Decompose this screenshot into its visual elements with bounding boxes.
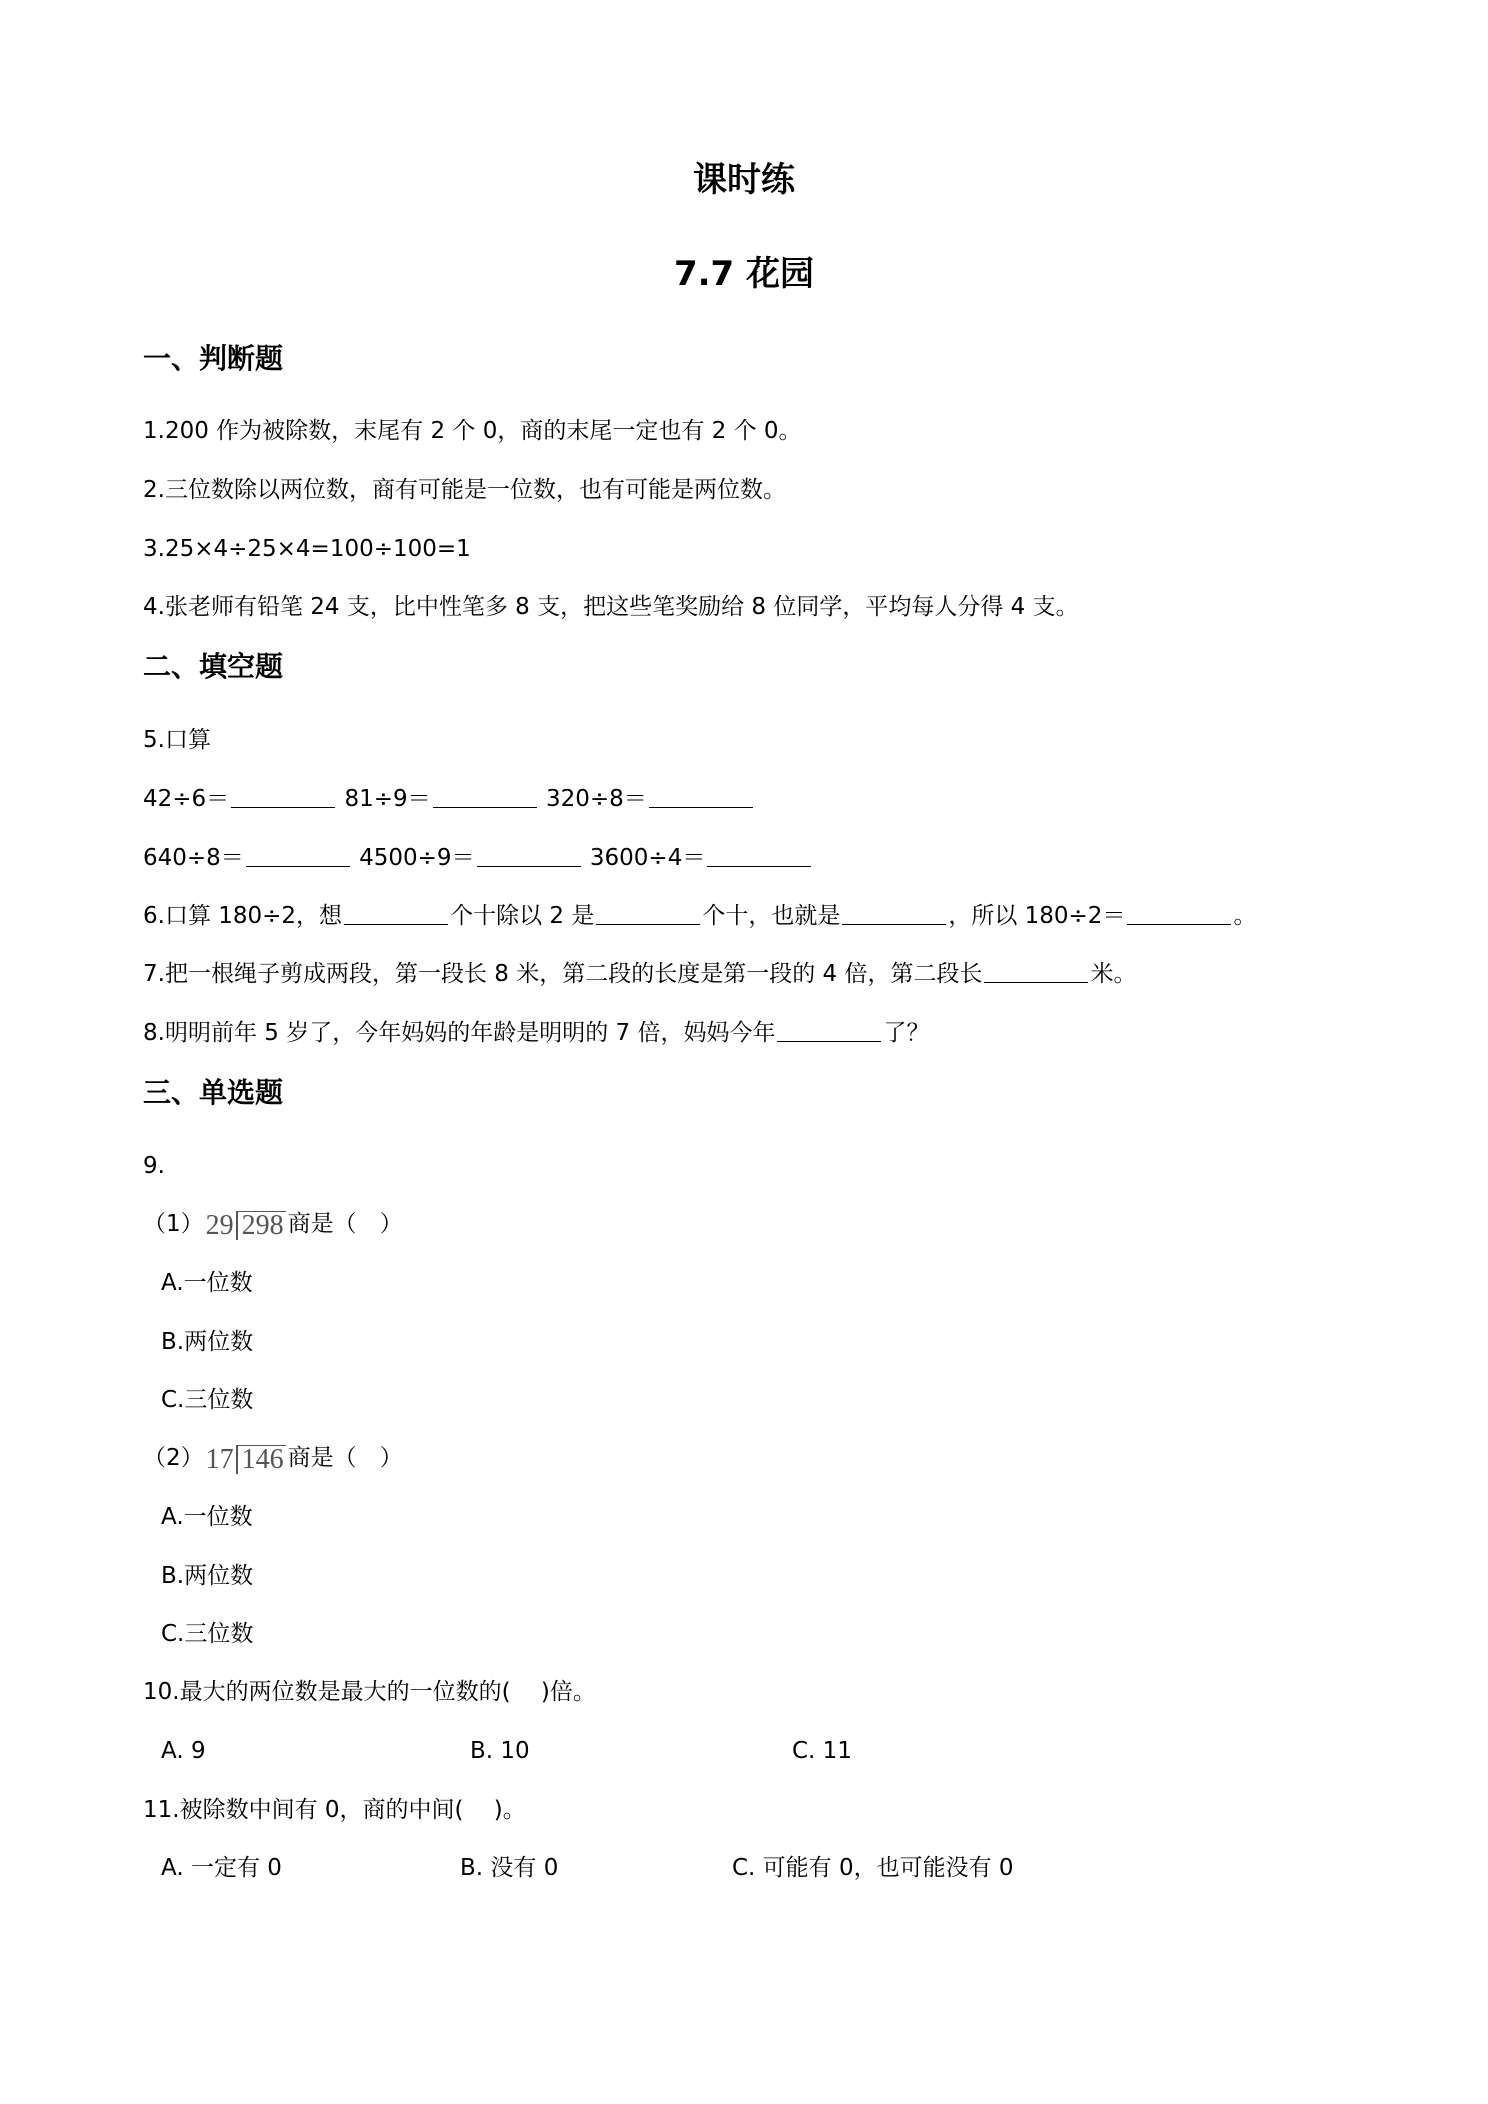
answer-blank[interactable]: [984, 960, 1088, 983]
option-a[interactable]: A. 9: [161, 1738, 206, 1764]
question-6-text: 个十除以 2 是: [450, 903, 595, 929]
dividend: 298: [236, 1211, 286, 1240]
question-5-row-1: [143, 783, 755, 815]
question-9-1: [143, 1208, 403, 1242]
question-7-text: 7.把一根绳子剪成两段，第一段长 8 米，第二段的长度是第一段的 4 倍，第二段长: [143, 961, 983, 987]
sub-question-prefix: （1）: [143, 1211, 204, 1237]
calc-item: 3600÷4＝: [589, 845, 706, 871]
answer-blank[interactable]: [1127, 902, 1231, 925]
question-8-text: 8.明明前年 5 岁了，今年妈妈的年龄是明明的 7 倍，妈妈今年: [143, 1020, 776, 1046]
question-9-label: 9.: [143, 1153, 165, 1179]
section-heading-fill: 二、填空题: [143, 650, 284, 683]
question-6-text: ，所以 180÷2＝: [948, 903, 1126, 929]
answer-blank[interactable]: [231, 785, 335, 808]
question-6-text: 。: [1233, 903, 1257, 929]
option-a[interactable]: A.一位数: [161, 1270, 253, 1296]
question-6-text: 6.口算 180÷2，想: [143, 903, 343, 929]
calc-item: 320÷8＝: [545, 786, 647, 812]
question-7: [143, 958, 1136, 990]
sub-question-suffix: 商是（ ）: [287, 1445, 403, 1471]
question-8-text: 了？: [883, 1020, 930, 1046]
calc-item: 81÷9＝: [344, 786, 431, 812]
answer-blank[interactable]: [477, 844, 581, 867]
option-c[interactable]: C. 可能有 0，也可能没有 0: [732, 1855, 1014, 1881]
page-title: 课时练: [693, 160, 795, 200]
option-b[interactable]: B.两位数: [161, 1329, 254, 1355]
question-7-text: 米。: [1090, 961, 1137, 987]
question-6: [143, 900, 1256, 932]
answer-blank[interactable]: [777, 1019, 881, 1042]
question-10: 10.最大的两位数是最大的一位数的( )倍。: [143, 1679, 596, 1705]
sub-question-prefix: （2）: [143, 1445, 204, 1471]
calc-item: 640÷8＝: [143, 845, 244, 871]
question-5-row-2: [143, 842, 813, 874]
long-division-figure: [206, 1210, 286, 1242]
option-c[interactable]: C. 11: [792, 1738, 852, 1764]
question-4: 4.张老师有铅笔 24 支，比中性笔多 8 支，把这些笔奖励给 8 位同学，平均每人分得 4 支。: [143, 594, 1079, 620]
option-c[interactable]: C.三位数: [161, 1387, 254, 1413]
answer-blank[interactable]: [842, 902, 946, 925]
answer-blank[interactable]: [596, 902, 700, 925]
question-8: [143, 1017, 929, 1049]
option-b[interactable]: B. 10: [470, 1738, 530, 1764]
option-c[interactable]: C.三位数: [161, 1621, 254, 1647]
long-division-figure: [206, 1444, 286, 1476]
calc-item: 4500÷9＝: [359, 845, 475, 871]
answer-blank[interactable]: [433, 785, 537, 808]
question-9-2: [143, 1442, 403, 1476]
divisor: 29: [205, 1210, 234, 1241]
option-b[interactable]: B. 没有 0: [460, 1855, 559, 1881]
question-2: 2.三位数除以两位数，商有可能是一位数，也有可能是两位数。: [143, 477, 786, 503]
divisor: 17: [205, 1444, 234, 1475]
question-6-text: 个十，也就是: [702, 903, 841, 929]
answer-blank[interactable]: [246, 844, 350, 867]
question-5-label: 5.口算: [143, 727, 211, 753]
question-1: 1.200 作为被除数，末尾有 2 个 0，商的末尾一定也有 2 个 0。: [143, 418, 802, 444]
dividend: 146: [236, 1445, 286, 1474]
question-3: 3.25×4÷25×4=100÷100=1: [143, 536, 471, 562]
sub-question-suffix: 商是（ ）: [287, 1211, 403, 1237]
section-heading-judge: 一、判断题: [143, 342, 284, 375]
option-a[interactable]: A.一位数: [161, 1504, 253, 1530]
question-11: 11.被除数中间有 0，商的中间( )。: [143, 1797, 526, 1823]
answer-blank[interactable]: [649, 785, 753, 808]
section-heading-choice: 三、单选题: [143, 1076, 284, 1109]
option-b[interactable]: B.两位数: [161, 1563, 254, 1589]
calc-item: 42÷6＝: [143, 786, 230, 812]
page-subtitle: 7.7 花园: [673, 254, 815, 294]
answer-blank[interactable]: [344, 902, 448, 925]
option-a[interactable]: A. 一定有 0: [161, 1855, 282, 1881]
answer-blank[interactable]: [707, 844, 811, 867]
